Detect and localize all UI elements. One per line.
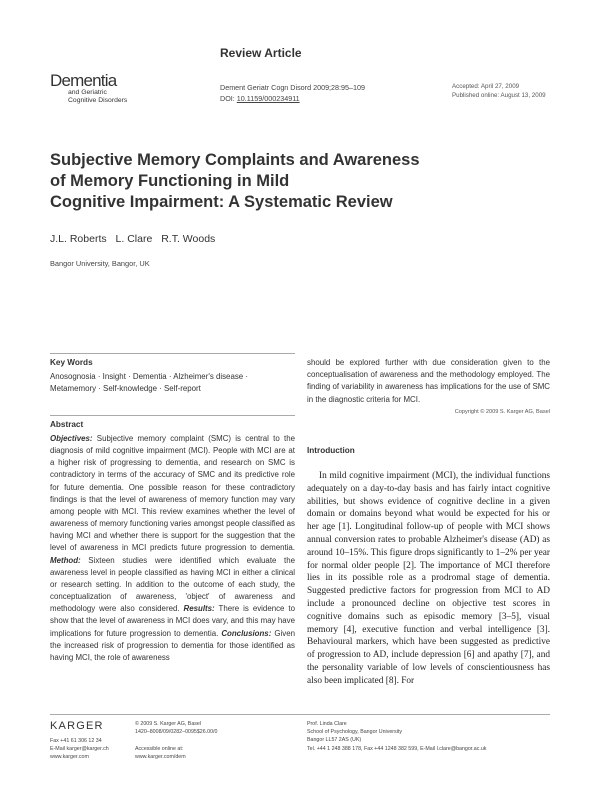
correspondence xyxy=(307,720,486,753)
title-line: of Memory Functioning in Mild xyxy=(50,172,290,190)
author-list xyxy=(50,233,221,245)
journal-logo-sub: and Geriatric xyxy=(68,89,107,96)
journal-logo-sub: Cognitive Disorders xyxy=(68,96,128,104)
citation xyxy=(220,82,365,104)
footer-issn: 1420–8008/09/0282–0095$26.00/0 xyxy=(135,729,218,736)
published-date: Published online: August 13, 2009 xyxy=(452,92,546,99)
keywords-heading: Key Words xyxy=(50,358,93,367)
conclusions-label: Conclusions: xyxy=(221,628,272,638)
author-name: R.T. Woods xyxy=(161,233,216,245)
journal-logo-main: Dementia xyxy=(50,71,117,90)
publisher-contact xyxy=(50,737,109,762)
journal-logo xyxy=(50,72,170,104)
divider xyxy=(50,353,295,354)
results-label: Results: xyxy=(183,604,215,614)
online-access xyxy=(135,745,186,761)
doi-label: DOI: xyxy=(220,94,237,103)
doi-link[interactable]: 10.1159/000234911 xyxy=(236,94,300,103)
footer-divider xyxy=(50,714,550,715)
publisher-fax: Fax +41 61 306 12 34 xyxy=(50,738,102,744)
conclusions-text: Given the increased risk of progression to dementia for those identified as having MCI, the role of awareness xyxy=(50,628,295,662)
keywords-line: Metamemory · Self-knowledge · Self-report xyxy=(50,384,201,394)
doi-line xyxy=(220,93,365,104)
article-title xyxy=(50,150,470,213)
article-dates xyxy=(452,82,546,100)
contact-phone-email: Tel. +44 1 248 388 178, Fax +44 1248 382 599, E-Mail l.clare@bangor.ac.uk xyxy=(307,745,487,752)
footer-copyright: © 2009 S. Karger AG, Basel xyxy=(135,721,202,727)
contact-department: School of Psychology, Bangor University xyxy=(307,729,402,736)
author-name: J.L. Roberts xyxy=(50,233,107,245)
article-type: Review Article xyxy=(220,46,302,60)
accepted-date: Accepted: April 27, 2009 xyxy=(452,83,520,90)
introduction-body: In mild cognitive impairment (MCI), the individual functions adequately on a day-to-day basis and has fairly intact cognitive abilities, but shows evidence of cognitive decline in a given domain or domains beyond what would be expected for his or her age [1]. Longitudinal follow-up of people with MCI shows annual conversion rates to probable Alzheimer's disease (AD) as around 10–15%. This figure drops significantly to 1–2% per year for normal older people [2]. The importance of MCI therefore lies in its possible role as a prodromal stage of dementia. Suggested predictive factors for progression from MCI to AD include a pronounced decline on objective test scores in cognitive domains such as episodic memory [3–5], visual memory [4], executive function and verbal intelligence [3]. Behavioural markers, which have been suggested as predictive of progression to AD, include depression [6] and apathy [7], and the personality variable of low levels of conscientiousness has also been implicated [8]. For xyxy=(307,471,550,686)
abstract-continued: should be explored further with due consideration given to the conceptualisation of awareness and the methodology employed. The finding of variability in awareness has implications for the use of SMC in the diagnostic criteria for MCI. xyxy=(307,358,550,404)
accessible-url[interactable]: www.karger.com/dem xyxy=(135,754,186,761)
title-line: Cognitive Impairment: A Systematic Review xyxy=(50,193,393,211)
method-label: Method: xyxy=(50,555,81,565)
publisher-logo: KARGER xyxy=(50,720,104,732)
contact-address: Bangor LL57 2AS (UK) xyxy=(307,737,362,744)
objectives-text: Subjective memory complaint (SMC) is central to the diagnosis of mild cognitive impairment (MCI). People with MCI are at a higher risk of progressing to dementia, and research on SMC is contradictory in terms of the accuracy of SMC and its predictive role for future dementia. One possible reason for these contradictory findings is that the level of awareness of memory function may vary among people with MCI. This review examines whether the level of awareness of memory functioning varies amongst people classified as having MCI and whether there is support for the suggestion that the level of awareness in MCI predicts future progression to dementia. xyxy=(50,434,295,553)
introduction-heading: Introduction xyxy=(307,446,355,455)
abstract-body xyxy=(50,433,295,664)
citation-line: Dement Geriatr Cogn Disord 2009;28:95–109 xyxy=(220,83,366,92)
contact-name: Prof. Linda Clare xyxy=(307,721,347,727)
method-text: Sixteen studies were identified which evaluate the awareness level in people classified as having MCI in either a clinical or research setting. In addition to the outcome of each study, the conceptualization of awareness, 'object' of awareness and methodology were also considered. xyxy=(50,555,295,614)
results-text: There is evidence to show that the level of awareness in MCI does vary, and this may have implications for future progression to dementia. xyxy=(50,604,296,638)
title-line: Subjective Memory Complaints and Awareness xyxy=(50,151,420,169)
author-name: L. Clare xyxy=(115,233,153,245)
objectives-label: Objectives: xyxy=(50,434,93,443)
publisher-website[interactable]: www.karger.com xyxy=(50,754,89,761)
publisher-email[interactable]: E-Mail karger@karger.ch xyxy=(50,746,109,753)
keywords-line: Anosognosia · Insight · Dementia · Alzheimer's disease · xyxy=(50,372,248,381)
abstract-copyright: Copyright © 2009 S. Karger AG, Basel xyxy=(454,409,550,415)
publication-info xyxy=(135,720,217,736)
keywords-list xyxy=(50,371,295,395)
accessible-label: Accessible online at: xyxy=(135,746,184,752)
divider xyxy=(50,415,295,416)
abstract-heading: Abstract xyxy=(50,420,84,429)
affiliation: Bangor University, Bangor, UK xyxy=(50,259,150,268)
